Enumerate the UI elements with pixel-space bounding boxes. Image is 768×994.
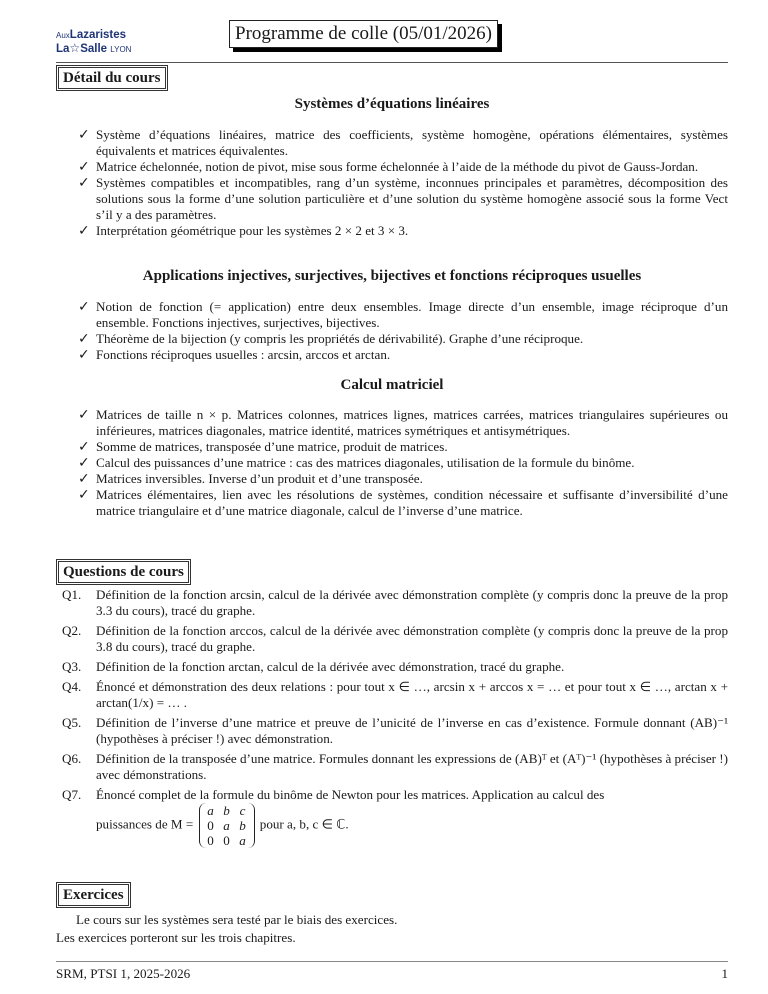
list-item: ✓ Matrices élémentaires, lien avec les résolutions de systèmes, condition nécessaire et suffisante d’inversibilité d’une matrice triangulaire et d’une matrice diagonale, calcul de l’inverse d’une matrice. xyxy=(78,487,728,518)
question-number: Q3. xyxy=(62,659,82,674)
section-heading-exercices: Exercices xyxy=(56,882,131,908)
check-icon: ✓ xyxy=(78,175,90,191)
question-item: Q3. Définition de la fonction arctan, calcul de la dérivée avec démonstration, tracé du graphe. xyxy=(62,659,565,674)
subsection-title-systemes: Systèmes d’équations linéaires xyxy=(294,96,490,112)
check-icon: ✓ xyxy=(78,223,90,239)
check-icon: ✓ xyxy=(78,331,90,347)
question-item: Q6. Définition de la transposée d’une matrice. Formules donnant les expressions de (AB)ᵀ et (Aᵀ)⁻¹ (hypothèses à préciser !) avec démonstrations. xyxy=(62,751,728,782)
question-number: Q6. xyxy=(62,751,82,766)
check-icon: ✓ xyxy=(78,407,90,423)
matrix-cell: 0 xyxy=(207,818,214,833)
matrix-cell: b xyxy=(239,818,246,833)
question-item: Q7. Énoncé complet de la formule du binôme de Newton pour les matrices. Application au calcul des puissances de M = a b c 0 a b 0 0 a pour a, b, c ∈ ℂ. xyxy=(62,787,605,848)
list-item: ✓ Théorème de la bijection (y compris les propriétés de dérivabilité). Graphe d’une réciproque. xyxy=(78,331,584,347)
check-icon: ✓ xyxy=(78,347,90,363)
check-icon: ✓ xyxy=(78,487,90,503)
matrix-cell: a xyxy=(239,833,246,848)
list-item: ✓ Matrices de taille n × p. Matrices colonnes, matrices lignes, matrices carrées, matrices triangulaires supérieures ou inférieures, matrices diagonales, matrice identité, matrices symétriques et antisymétriques. xyxy=(78,407,728,438)
list-applications xyxy=(56,299,728,363)
logo-la: La xyxy=(56,43,70,55)
question-number: Q4. xyxy=(62,679,82,694)
logo-lyon: LYON xyxy=(110,45,132,54)
exercices-line-2: Les exercices porteront sur les trois chapitres. xyxy=(56,930,296,945)
list-item: ✓ Notion de fonction (= application) entre deux ensembles. Image directe d’un ensemble, image réciproque d’un ensemble. Fonctions injectives, surjectives, bijectives. xyxy=(78,299,728,330)
check-icon: ✓ xyxy=(78,471,90,487)
footer-divider xyxy=(56,961,728,962)
question-item: Q5. Définition de l’inverse d’une matrice et preuve de l’unicité de l’inverse en cas d’existence. Formule donnant (AB)⁻¹ (hypothèses à préciser !) avec démonstration. xyxy=(62,715,728,746)
question-number: Q1. xyxy=(62,587,82,602)
list-item: ✓ Interprétation géométrique pour les systèmes 2 × 2 et 3 × 3. xyxy=(78,223,409,239)
question-number: Q2. xyxy=(62,623,82,638)
question-item: Q1. Définition de la fonction arcsin, calcul de la dérivée avec démonstration complète (y compris donc la preuve de la prop 3.3 du cours), tracé du graphe. xyxy=(62,587,728,618)
question-number: Q7. xyxy=(62,787,82,802)
list-item: ✓ Matrices inversibles. Inverse d’un produit et d’une transposée. xyxy=(78,471,423,487)
exercices-line-1: Le cours sur les systèmes sera testé par le biais des exercices. xyxy=(76,912,398,927)
logo-lazaristes: Lazaristes xyxy=(69,29,127,41)
q7-matrix-intro: puissances de M = xyxy=(96,816,194,832)
section-heading-questions: Questions de cours xyxy=(56,559,191,585)
star-icon: ☆ xyxy=(69,41,81,55)
matrix-cell: b xyxy=(223,803,230,818)
footer-text: SRM, PTSI 1, 2025-2026 xyxy=(56,966,191,981)
list-systemes xyxy=(56,127,728,239)
list-item: ✓ Calcul des puissances d’une matrice : cas des matrices diagonales, utilisation de la formule du binôme. xyxy=(78,455,635,471)
logo-aux: Aux xyxy=(56,31,70,40)
q7-matrix-outro: pour a, b, c ∈ ℂ. xyxy=(259,816,349,832)
matrix-cell: a xyxy=(223,818,230,833)
subsection-title-calcul-matriciel: Calcul matriciel xyxy=(340,377,444,393)
questions-list xyxy=(56,587,728,852)
check-icon: ✓ xyxy=(78,299,90,315)
question-item: Q4. Énoncé et démonstration des deux relations : pour tout x ∈ …, arcsin x + arccos x = … et pour tout x ∈ …, arctan x + arctan(1/x) = … . xyxy=(62,679,728,710)
question-item: Q2. Définition de la fonction arccos, calcul de la dérivée avec démonstration complète (y compris donc la preuve de la prop 3.8 du cours), tracé du graphe. xyxy=(62,623,728,654)
page-number: 1 xyxy=(721,966,728,981)
school-logo xyxy=(56,29,136,55)
matrix-M xyxy=(199,803,255,848)
matrix-cell: c xyxy=(239,803,246,818)
matrix-cell: 0 xyxy=(223,833,230,848)
matrix-cell: a xyxy=(207,803,214,818)
question-number: Q5. xyxy=(62,715,82,730)
list-item: ✓ Système d’équations linéaires, matrice des coefficients, système homogène, opérations élémentaires, systèmes équivalents et matrices équivalentes. xyxy=(78,127,728,158)
header-divider xyxy=(56,62,728,63)
page-title: Programme de colle (05/01/2026) xyxy=(229,20,498,48)
section-heading-detail: Détail du cours xyxy=(56,65,168,91)
check-icon: ✓ xyxy=(78,439,90,455)
list-calcul-matriciel xyxy=(56,407,728,519)
check-icon: ✓ xyxy=(78,127,90,143)
check-icon: ✓ xyxy=(78,159,90,175)
matrix-cell: 0 xyxy=(207,833,214,848)
list-item: ✓ Fonctions réciproques usuelles : arcsin, arccos et arctan. xyxy=(78,347,391,363)
subsection-title-applications: Applications injectives, surjectives, bijectives et fonctions réciproques usuelles xyxy=(142,268,642,284)
list-item: ✓ Somme de matrices, transposée d’une matrice, produit de matrices. xyxy=(78,439,448,455)
check-icon: ✓ xyxy=(78,455,90,471)
logo-salle: Salle xyxy=(80,43,108,55)
list-item: ✓ Systèmes compatibles et incompatibles, rang d’un système, inconnues principales et paramètres, décomposition des solutions sous la forme d’une solution particulière et d’une solution du système homogène associé sous la forme Vect s’il y a des paramètres. xyxy=(78,175,728,222)
list-item: ✓ Matrice échelonnée, notion de pivot, mise sous forme échelonnée à l’aide de la méthode du pivot de Gauss-Jordan. xyxy=(78,159,699,175)
